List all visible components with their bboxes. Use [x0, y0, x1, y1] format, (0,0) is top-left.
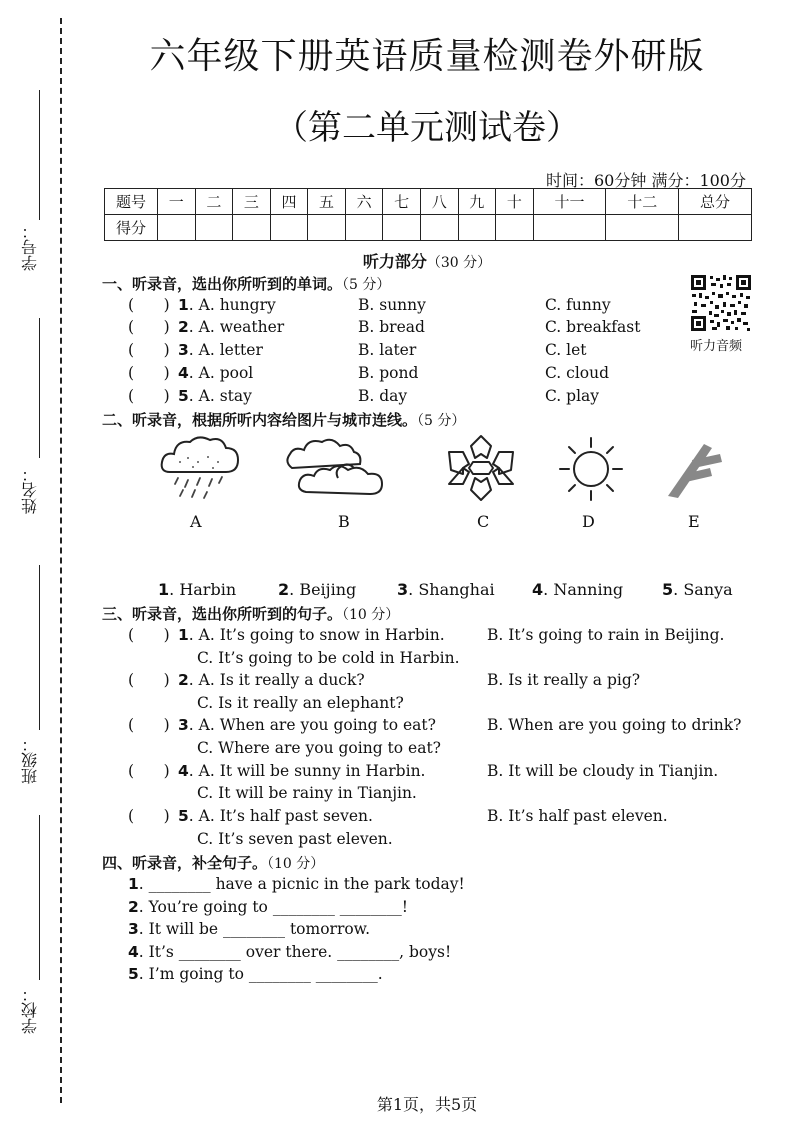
score-row-label: 得分 — [105, 215, 158, 241]
s3-item-5-option-c: C. It’s seven past eleven. — [197, 830, 393, 848]
banji-label: 班级： — [20, 736, 40, 784]
score-cell[interactable] — [533, 215, 606, 241]
city-3: 3. Shanghai — [397, 580, 495, 599]
score-cell[interactable] — [679, 215, 752, 241]
score-cell[interactable] — [606, 215, 679, 241]
s3-item-1-option-a: 1. A. It’s going to snow in Harbin. — [178, 626, 445, 644]
s1-item-1-option-c: C. funny — [545, 296, 611, 314]
windy-flag-icon — [664, 440, 726, 500]
answer-bracket[interactable]: ( ) — [128, 807, 170, 825]
city-2: 2. Beijing — [278, 580, 357, 599]
section-3-points: （10 分） — [342, 607, 400, 623]
s1-item-3-option-c: C. let — [545, 341, 587, 359]
section-4-title — [102, 852, 324, 873]
cloudy-icon — [284, 434, 388, 500]
score-cell[interactable] — [458, 215, 496, 241]
score-cell[interactable] — [270, 215, 308, 241]
section-4-heading: 四、听录音，补全句子。 — [102, 854, 268, 872]
score-header-cell: 二 — [195, 189, 233, 215]
answer-bracket[interactable]: ( ) — [128, 762, 170, 780]
listening-label: 听力部分 — [362, 252, 427, 271]
page-title: 六年级下册英语质量检测卷外研版 — [149, 36, 705, 77]
s1-item-2-option-a: 2. A. weather — [178, 318, 285, 336]
score-header-cell: 九 — [458, 189, 496, 215]
s3-item-1-option-c: C. It’s going to be cold in Harbin. — [197, 649, 460, 667]
city-4: 4. Nanning — [532, 580, 624, 599]
s1-item-2-option-b: B. bread — [358, 318, 425, 336]
s3-item-2-option-c: C. Is it really an elephant? — [197, 694, 404, 712]
qr-audio-label: 听力音频 — [690, 339, 743, 354]
score-cell[interactable] — [308, 215, 346, 241]
listening-section-header — [0, 249, 794, 272]
exam-meta: 时间：60分钟 满分：100分 — [546, 171, 746, 190]
pic-label-c: C — [477, 512, 490, 531]
answer-bracket[interactable]: ( ) — [128, 318, 170, 336]
section-3-title — [102, 603, 399, 624]
s1-item-4-option-c: C. cloud — [545, 364, 610, 382]
s3-item-1-option-b: B. It’s going to rain in Beijing. — [487, 626, 725, 644]
section-2-title — [102, 409, 465, 430]
page-footer: 第1页，共5页 — [376, 1095, 478, 1114]
score-header-cell: 题号 — [105, 189, 158, 215]
score-table-score-row — [105, 215, 752, 241]
score-header-cell: 三 — [233, 189, 271, 215]
score-header-cell: 十 — [496, 189, 534, 215]
s1-item-5-option-a: 5. A. stay — [178, 387, 252, 405]
section-4-points: （10 分） — [267, 856, 325, 872]
s1-item-3-option-b: B. later — [358, 341, 417, 359]
score-header-cell: 总分 — [679, 189, 752, 215]
page-subtitle: （第二单元测试卷） — [274, 108, 580, 148]
answer-bracket[interactable]: ( ) — [128, 387, 170, 405]
score-cell[interactable] — [195, 215, 233, 241]
score-table — [104, 188, 752, 241]
pic-label-b: B — [338, 512, 350, 531]
qr-code-icon — [690, 274, 752, 332]
section-1-title — [102, 273, 390, 294]
section-1-heading: 一、听录音，选出你所听到的单词。 — [102, 275, 343, 293]
score-cell[interactable] — [496, 215, 534, 241]
s1-item-2-option-c: C. breakfast — [545, 318, 641, 336]
snowflake-icon — [441, 432, 521, 504]
s3-item-3-option-a: 3. A. When are you going to eat? — [178, 716, 436, 734]
s3-item-3-option-c: C. Where are you going to eat? — [197, 739, 441, 757]
s3-item-4-option-c: C. It will be rainy in Tianjin. — [197, 784, 417, 802]
s4-item-4[interactable]: 4. It’s ________ over there. ________, boys! — [128, 943, 452, 961]
s3-item-5-option-a: 5. A. It’s half past seven. — [178, 807, 373, 825]
s4-item-2[interactable]: 2. You’re going to ________ ________! — [128, 898, 408, 916]
pic-label-e: E — [688, 512, 700, 531]
score-header-cell: 七 — [383, 189, 421, 215]
rain-cloud-icon — [158, 432, 242, 504]
s1-item-3-option-a: 3. A. letter — [178, 341, 263, 359]
city-5: 5. Sanya — [662, 580, 733, 599]
score-cell[interactable] — [345, 215, 383, 241]
answer-bracket[interactable]: ( ) — [128, 671, 170, 689]
s1-item-4-option-a: 4. A. pool — [178, 364, 254, 382]
s4-item-1[interactable]: 1. ________ have a picnic in the park today! — [128, 875, 465, 893]
section-2-points: （5 分） — [417, 413, 466, 429]
city-1: 1. Harbin — [158, 580, 237, 599]
s1-item-1-option-b: B. sunny — [358, 296, 426, 314]
score-header-cell: 十二 — [606, 189, 679, 215]
s3-item-3-option-b: B. When are you going to drink? — [487, 716, 742, 734]
listening-points: （30 分） — [426, 255, 492, 271]
score-table-header-row — [105, 189, 752, 215]
score-cell[interactable] — [158, 215, 196, 241]
sun-icon — [558, 436, 624, 502]
s3-item-4-option-a: 4. A. It will be sunny in Harbin. — [178, 762, 426, 780]
banji-blank-line — [39, 565, 40, 730]
s3-item-2-option-b: B. Is it really a pig? — [487, 671, 641, 689]
answer-bracket[interactable]: ( ) — [128, 716, 170, 734]
answer-bracket[interactable]: ( ) — [128, 626, 170, 644]
s1-item-1-option-a: 1. A. hungry — [178, 296, 276, 314]
s1-item-5-option-c: C. play — [545, 387, 600, 405]
score-cell[interactable] — [233, 215, 271, 241]
s3-item-5-option-b: B. It’s half past eleven. — [487, 807, 668, 825]
xingming-label: 姓名： — [20, 466, 40, 514]
xuehao-label: 学号： — [20, 223, 40, 271]
s4-item-5[interactable]: 5. I’m going to ________ ________. — [128, 965, 383, 983]
s3-item-4-option-b: B. It will be cloudy in Tianjin. — [487, 762, 719, 780]
pic-label-d: D — [582, 512, 595, 531]
s1-item-4-option-b: B. pond — [358, 364, 419, 382]
score-cell[interactable] — [420, 215, 458, 241]
section-3-heading: 三、听录音，选出你所听到的句子。 — [102, 605, 343, 623]
answer-bracket[interactable]: ( ) — [128, 341, 170, 359]
xuexiao-blank-line — [39, 815, 40, 980]
xuexiao-label: 学校： — [20, 986, 40, 1034]
score-header-cell: 五 — [308, 189, 346, 215]
answer-bracket[interactable]: ( ) — [128, 364, 170, 382]
score-header-cell: 八 — [420, 189, 458, 215]
binding-dashed-line — [60, 18, 62, 1103]
s4-item-3[interactable]: 3. It will be ________ tomorrow. — [128, 920, 371, 938]
score-header-cell: 六 — [345, 189, 383, 215]
score-header-cell: 一 — [158, 189, 196, 215]
s1-item-5-option-b: B. day — [358, 387, 408, 405]
section-2-heading: 二、听录音，根据所听内容给图片与城市连线。 — [102, 411, 418, 429]
score-header-cell: 十一 — [533, 189, 606, 215]
xingming-blank-line — [39, 318, 40, 458]
answer-bracket[interactable]: ( ) — [128, 296, 170, 314]
score-cell[interactable] — [383, 215, 421, 241]
score-header-cell: 四 — [270, 189, 308, 215]
s3-item-2-option-a: 2. A. Is it really a duck? — [178, 671, 365, 689]
section-1-points: （5 分） — [342, 277, 391, 293]
pic-label-a: A — [190, 512, 202, 531]
